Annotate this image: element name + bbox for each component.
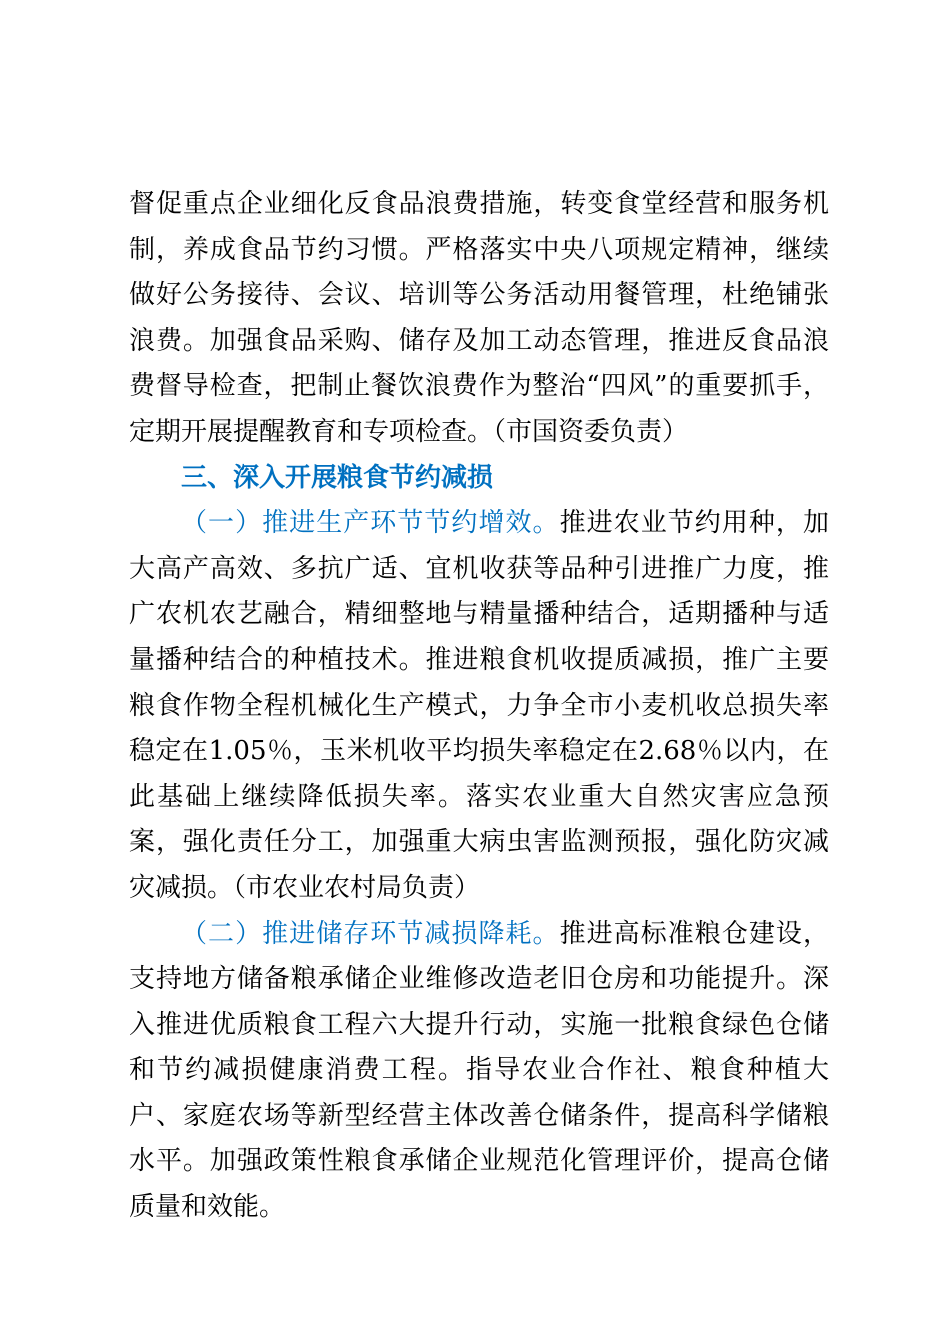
item-1-paragraph [129, 501, 829, 911]
item-2-paragraph [129, 912, 829, 1231]
item-1-title: （一）推进生产环节节约增效。 [181, 508, 560, 539]
document-body [129, 182, 829, 1231]
item-1-body: 推进农业节约用种，加大高产高效、多抗广适、宜机收获等品种引进推广力度，推广农机农艺融合，精细整地与精量播种结合，适期播种与适量播种结合的种植技术。推进粮食机收提质减损，推广主要粮食作物全程机械化生产模式，力争全市小麦机收总损失率稳定在1.05％，玉米机收平均损失率稳定在2.68％以内，在此基础上继续降低损失率。落实农业重大自然灾害应急预案，强化责任分工，加强重大病虫害监测预报，强化防灾减灾减损。（市农业农村局负责） [129, 508, 829, 903]
item-2-body: 推进高标准粮仓建设，支持地方储备粮承储企业维修改造老旧仓房和功能提升。深入推进优质粮食工程六大提升行动，实施一批粮食绿色仓储和节约减损健康消费工程。指导农业合作社、粮食种植大户、家庭农场等新型经营主体改善仓储条件，提高科学储粮水平。加强政策性粮食承储企业规范化管理评价，提高仓储质量和效能。 [129, 918, 829, 1223]
section-heading: 三、深入开展粮食节约减损 [181, 462, 494, 493]
item-2-title: （二）推进储存环节减损降耗。 [181, 918, 560, 949]
intro-paragraph: 督促重点企业细化反食品浪费措施，转变食堂经营和服务机制，养成食品节约习惯。严格落实中央八项规定精神，继续做好公务接待、会议、培训等公务活动用餐管理，杜绝铺张浪费。加强食品采购、储存及加工动态管理，推进反食品浪费督导检查，把制止餐饮浪费作为整治“四风”的重要抓手，定期开展提醒教育和专项检查。（市国资委负责） [129, 189, 829, 447]
